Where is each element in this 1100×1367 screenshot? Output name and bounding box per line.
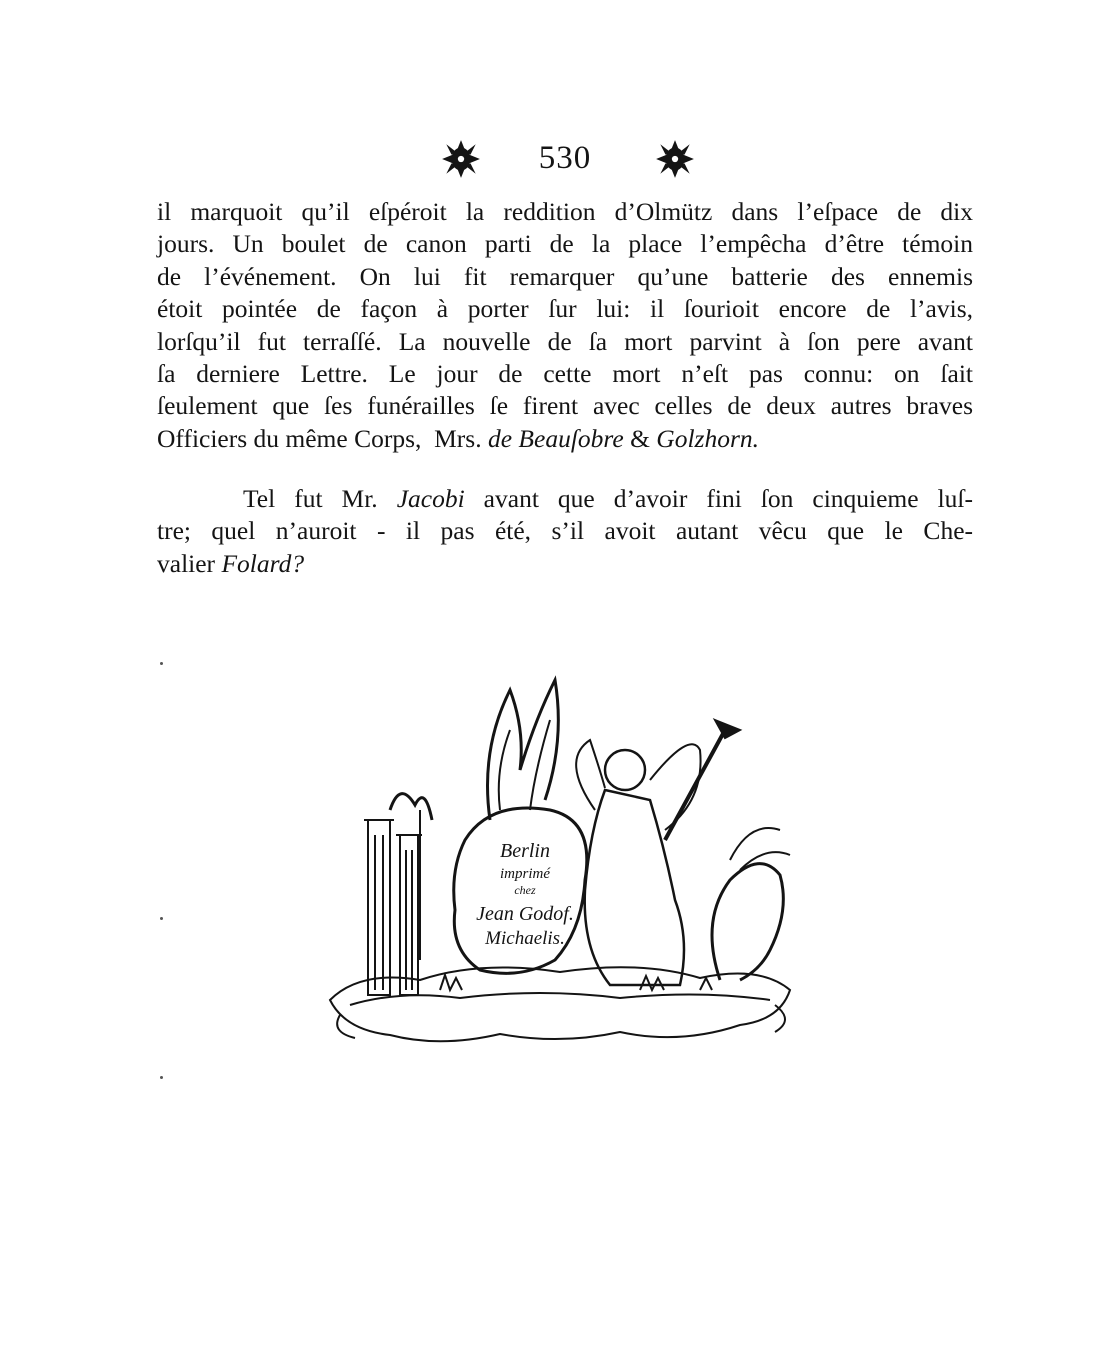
imprint-line: chez — [514, 883, 536, 897]
text-line: lorſqu’il fut terraſſé. La nouvelle de ſa mort parvint à ſon pere avant — [157, 326, 973, 356]
imprint-line: Michaelis. — [485, 928, 565, 949]
page-header — [0, 138, 1100, 188]
person-name: Golzhorn. — [656, 423, 760, 453]
text-line: tre; quel n’auroit - il pas été, s’il avoit autant vêcu que le Che- — [157, 516, 973, 546]
text-line: ſeulement que ſes funérailles ſe firent avec celles de deux autres braves — [157, 391, 973, 421]
text-line: étoit pointée de façon à porter ſur lui: il ſourioit encore de l’avis, — [157, 294, 973, 324]
imprint-line: imprimé — [500, 866, 550, 882]
text-line: de l’événement. On lui fit remarquer qu’une batterie des ennemis — [157, 261, 973, 291]
imprint-line: Jean Godof. — [476, 903, 574, 925]
text-line — [157, 483, 973, 515]
paragraph-1 — [157, 196, 973, 455]
imprint-line: Berlin — [500, 840, 550, 862]
text-segment: Tel fut Mr. — [243, 484, 397, 513]
text-line — [157, 548, 973, 580]
speck — [160, 917, 163, 920]
printer-vignette — [320, 660, 800, 1060]
person-name: Jacobi — [396, 484, 465, 513]
person-name: de Beauſobre — [487, 423, 624, 453]
text-segment: Officiers du même Corps, Mrs. — [157, 423, 488, 453]
fleuron-icon — [440, 138, 482, 180]
text-segment: & — [623, 423, 657, 453]
text-line: ſa derniere Lettre. Le jour de cette mort n’eſt pas connu: on ſait — [157, 359, 973, 389]
text-segment: valier — [157, 548, 222, 578]
text-segment: avant que d’avoir fini ſon cinquieme luſ- — [464, 484, 973, 513]
speck — [160, 662, 163, 665]
fleuron-icon — [654, 138, 696, 180]
page-number: 530 — [538, 140, 592, 176]
person-name: Folard? — [221, 548, 305, 578]
speck — [160, 1076, 163, 1079]
text-line: jours. Un boulet de canon parti de la place l’empêcha d’être témoin — [157, 229, 973, 259]
paragraph-2 — [157, 483, 973, 580]
text-line: il marquoit qu’il eſpéroit la reddition d’Olmütz dans l’eſpace de dix — [157, 197, 973, 226]
text-line — [157, 423, 973, 455]
